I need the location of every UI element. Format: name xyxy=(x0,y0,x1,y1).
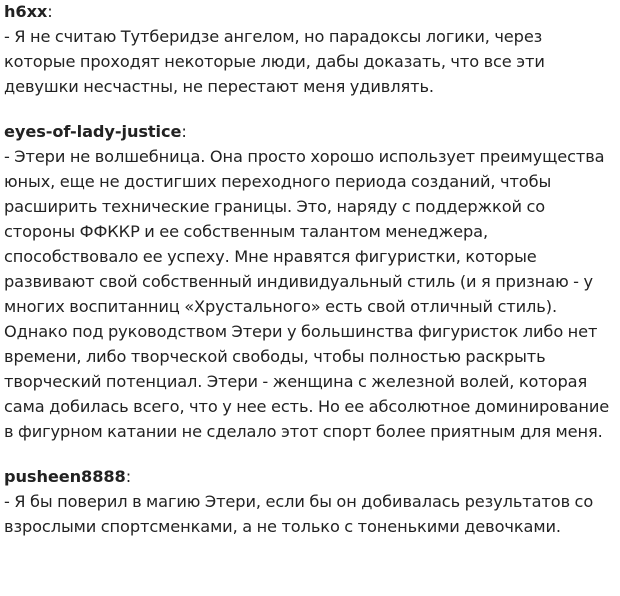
comment xyxy=(4,120,612,444)
comment-text: - Я бы поверил в магию Этери, если бы он добивалась результатов со взрослыми спортсменками, а не только с тоненькими девочками. xyxy=(4,492,594,536)
comment xyxy=(4,465,612,539)
author-separator: : xyxy=(47,2,53,21)
comment-header xyxy=(4,0,612,24)
comment-author: pusheen8888 xyxy=(4,467,126,486)
comment-header xyxy=(4,465,612,489)
author-separator: : xyxy=(125,467,132,486)
comment xyxy=(4,0,612,99)
comment-text: - Этери не волшебница. Она просто хорошо использует преимущества юных, еще не достигших переходного периода созданий, чтобы расширить технические границы. Это, наряду с поддержкой со стороны ФФККР и ее собственным талантом менеджера, способствовало ее успеху. Мне нравятся фигуристки, которые развивают свой собственный индивидуальный стиль (и я признаю - у многих воспитанниц «Хрустального» есть свой отличный стиль). Однако под руководством Этери у большинства фигуристок либо нет времени, либо творческой свободы, чтобы полностью раскрыть творческий потенциал. Этери - женщина с железной волей, которая сама добилась всего, что у нее есть. Но ее абсолютное доминирование в фигурном катании не сделало этот спорт более приятным для меня. xyxy=(4,147,610,441)
comment-text: - Я не считаю Тутберидзе ангелом, но парадоксы логики, через которые проходят некоторые люди, дабы доказать, что все эти девушки несчастны, не перестают меня удивлять. xyxy=(4,27,545,96)
comment-author: h6xx xyxy=(4,2,48,21)
comment-author: eyes-of-lady-justice xyxy=(4,122,182,141)
author-separator: : xyxy=(181,122,187,141)
comment-header xyxy=(4,120,612,144)
